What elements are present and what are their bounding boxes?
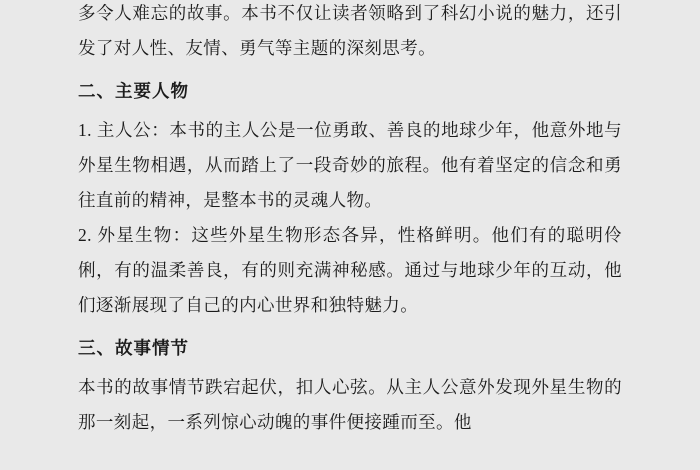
paragraph-alien-creatures: 2. 外星生物：这些外星生物形态各异，性格鲜明。他们有的聪明伶俐，有的温柔善良，有的则充满神秘感。通过与地球少年的互动，他们逐渐展现了自己的内心世界和独特魅力。 — [78, 225, 622, 315]
paragraph-plot: 本书的故事情节跌宕起伏，扣人心弦。从主人公意外发现外星生物的那一刻起，一系列惊心动魄的事件便接踵而至。他 — [78, 377, 622, 432]
paragraph-plot-wrapper — [78, 370, 622, 440]
paragraph-protagonist: 1. 主人公：本书的主人公是一位勇敢、善良的地球少年，他意外地与外星生物相遇，从而踏上了一段奇妙的旅程。他有着坚定的信念和勇往直前的精神，是整本书的灵魂人物。 — [78, 120, 622, 210]
heading-main-characters: 二、主要人物 — [78, 81, 189, 101]
paragraph-intro-continued: 多令人难忘的故事。本书不仅让读者领略到了科幻小说的魅力，还引发了对人性、友情、勇气等主题的深刻思考。 — [78, 3, 622, 58]
heading-story-plot: 三、故事情节 — [78, 338, 189, 358]
page-bottom-fade — [0, 462, 700, 470]
document-body — [78, 0, 622, 440]
